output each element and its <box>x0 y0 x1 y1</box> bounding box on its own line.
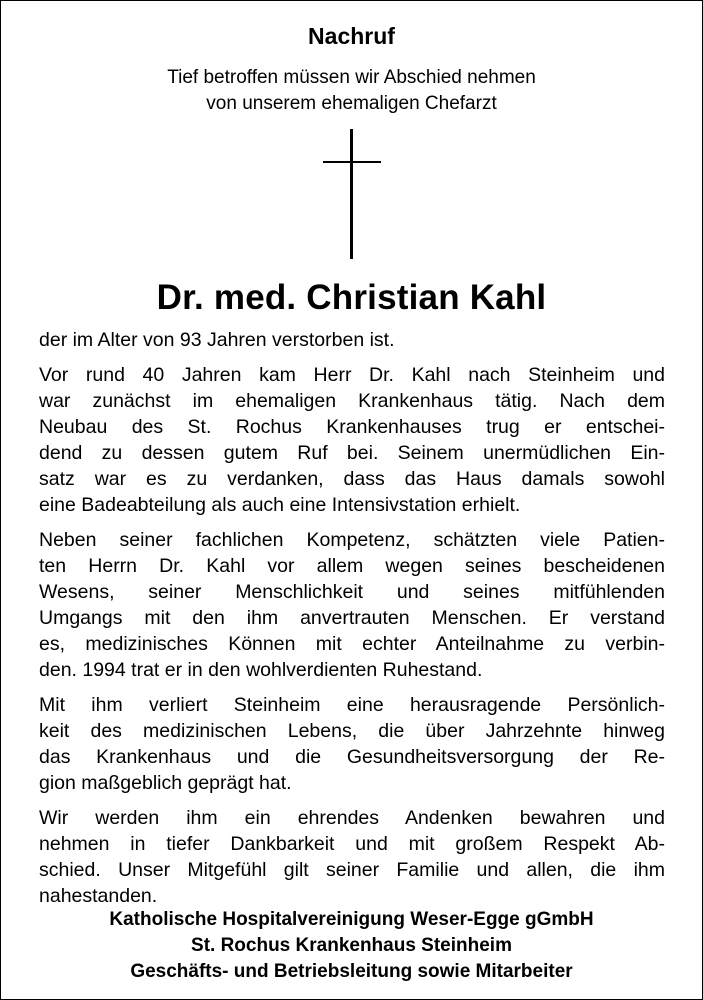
intro-line: von unserem ehemaligen Chefarzt <box>206 93 497 114</box>
text-line: Neben seiner fachlichen Kompetenz, schätzten viele Patien- <box>39 529 665 551</box>
intro-text <box>1 65 702 117</box>
text-line: nahestanden. <box>39 885 158 907</box>
paragraph <box>39 327 665 353</box>
signatory-line: Geschäfts- und Betriebsleitung sowie Mitarbeiter <box>130 961 573 982</box>
latin-cross-icon <box>323 129 381 259</box>
signatory-block <box>1 907 702 985</box>
text-line: es, medizinisches Können mit echter Anteilnahme zu verbin- <box>39 633 665 655</box>
text-line: eine Badeabteilung als auch eine Intensivstation erhielt. <box>39 494 521 516</box>
deceased-name: Dr. med. Christian Kahl <box>156 278 547 317</box>
obituary-body <box>39 327 665 918</box>
text-line: das Krankenhaus und die Gesundheitsversorgung der Re- <box>39 746 665 768</box>
text-line: den. 1994 trat er in den wohlverdienten Ruhestand. <box>39 659 483 681</box>
paragraph <box>39 805 665 909</box>
text-line: gion maßgeblich geprägt hat. <box>39 772 292 794</box>
text-line: ten Herrn Dr. Kahl vor allem wegen seines bescheidenen <box>39 555 665 577</box>
paragraph <box>39 527 665 683</box>
text-line: schied. Unser Mitgefühl gilt seiner Familie und allen, die ihm <box>39 859 665 881</box>
text-line: Wesens, seiner Menschlichkeit und seines mitfühlenden <box>39 581 665 603</box>
notice-heading: Nachruf <box>308 23 395 49</box>
text-line: war zunächst im ehemaligen Krankenhaus tätig. Nach dem <box>39 390 665 412</box>
signatory-line: St. Rochus Krankenhaus Steinheim <box>191 935 512 956</box>
paragraph <box>39 692 665 796</box>
paragraph <box>39 362 665 518</box>
text-line: dend zu dessen gutem Ruf bei. Seinem unermüdlichen Ein- <box>39 442 665 464</box>
text-line: Umgangs mit den ihm anvertrauten Menschen. Er verstand <box>39 607 665 629</box>
text-line: keit des medizinischen Lebens, die über Jahrzehnte hinweg <box>39 720 665 742</box>
text-line: Vor rund 40 Jahren kam Herr Dr. Kahl nach Steinheim und <box>39 364 665 386</box>
intro-line: Tief betroffen müssen wir Abschied nehmen <box>167 67 536 88</box>
text-line: Wir werden ihm ein ehrendes Andenken bewahren und <box>39 807 665 829</box>
text-line: Neubau des St. Rochus Krankenhauses trug er entschei- <box>39 416 665 438</box>
text-line: der im Alter von 93 Jahren verstorben ist. <box>39 329 395 351</box>
text-line: satz war es zu verdanken, dass das Haus damals sowohl <box>39 468 665 490</box>
text-line: Mit ihm verliert Steinheim eine herausragende Persönlich- <box>39 694 665 716</box>
signatory-line: Katholische Hospitalvereinigung Weser-Egge gGmbH <box>109 909 594 930</box>
text-line: nehmen in tiefer Dankbarkeit und mit großem Respekt Ab- <box>39 833 665 855</box>
